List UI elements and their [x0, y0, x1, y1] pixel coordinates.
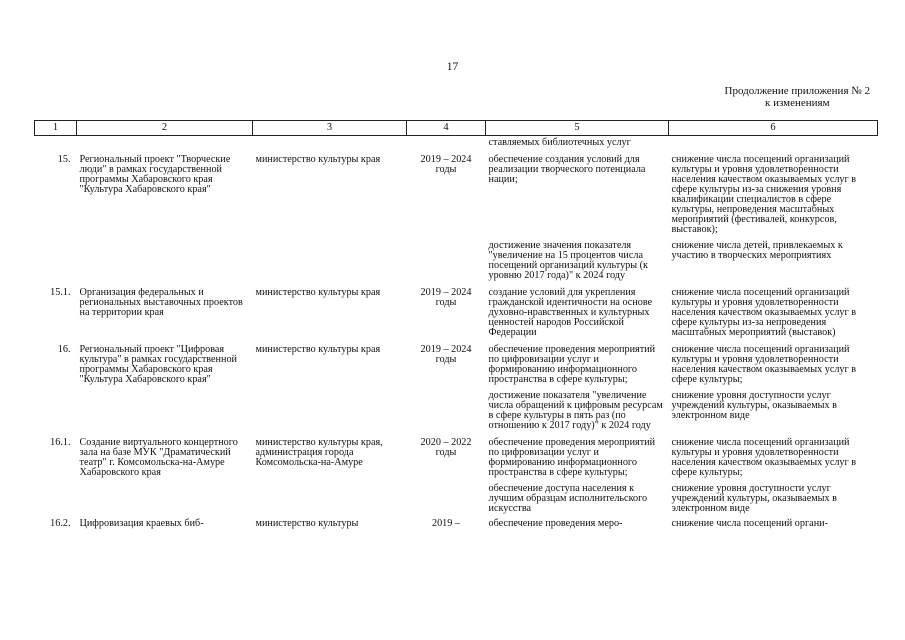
- appendix-line-2: к изменениям: [764, 97, 830, 109]
- cell-consequence: снижение числа посещений организаций культуры и уровня удовлетворенности населения качеством оказываемых услуг в сфере культуры;: [671, 437, 857, 478]
- cell-measure-name: Создание виртуального концертного зала на базе МУК "Драматический театр" г. Комсомольска-на-Амуре Хабаровского края: [79, 437, 238, 478]
- cell-years: 2019 –: [431, 518, 460, 529]
- cell-consequence: снижение числа посещений организаций культуры и уровня удовлетворенности населения качеством оказываемых услуг в сфере культуры из-за снижения уровня квалификации специалистов в сфере культуры, непроведения масштабных мероприятий (фестивалей, конкурсов, выставок);: [671, 154, 857, 235]
- cell-years: 2020 – 2022 годы: [420, 437, 472, 458]
- cell-executor: министерство культуры края: [255, 344, 381, 355]
- table-row: [35, 515, 878, 530]
- cell-consequence: снижение числа посещений организаций культуры и уровня удовлетворенности населения качеством оказываемых услуг в сфере культуры из-за непроведения масштабных мероприятий (выставок): [671, 287, 857, 338]
- cell-expected-result: обеспечение проведения мероприятий по цифровизации услуг и формированию информационного пространства в сфере культуры;: [488, 437, 656, 478]
- column-header-5: 5: [486, 121, 669, 136]
- cell-expected-result: обеспечение проведения мероприятий по цифровизации услуг и формированию информационного пространства в сфере культуры;: [488, 344, 656, 385]
- appendix-note: [725, 85, 870, 109]
- cell-years: 2019 – 2024 годы: [420, 344, 472, 365]
- table-row: [35, 432, 878, 479]
- cell-measure-name: Цифровизация краевых биб-: [79, 518, 204, 529]
- page-number: 17: [446, 61, 459, 73]
- cell-expected-result: создание условий для укрепления гражданской идентичности на основе духовно-нравственных и культурных ценностей народов Российской Федерации: [488, 287, 653, 338]
- cell-measure-name: Региональный проект "Творческие люди" в рамках государственной программы Хабаровского края "Культура Хабаровского края": [79, 154, 231, 195]
- table-row-carryover: [35, 136, 878, 150]
- cell-consequence: снижение числа детей, привлекаемых к участию в творческих мероприятиях: [671, 240, 843, 261]
- column-header-3: 3: [253, 121, 407, 136]
- column-header-row: [35, 121, 878, 136]
- table-row: [35, 236, 878, 282]
- cell-number: 15.1.: [50, 287, 71, 298]
- table-row: [35, 339, 878, 386]
- appendix-line-1: Продолжение приложения № 2: [724, 85, 870, 97]
- cell-measure-name: Региональный проект "Цифровая культура" в рамках государственной программы Хабаровского края "Культура Хабаровского края": [79, 344, 238, 385]
- cell-number: 15.: [57, 154, 71, 165]
- cell-executor: министерство культуры края: [255, 287, 381, 298]
- cell-consequence: снижение уровня доступности услуг учреждений культуры, оказываемых в электронном виде: [671, 390, 837, 421]
- cell-number: 16.2.: [50, 518, 71, 529]
- cell-executor: министерство культуры края, администрация города Комсомольска-на-Амуре: [255, 437, 383, 468]
- cell-consequence: снижение уровня доступности услуг учреждений культуры, оказываемых в электронном виде: [671, 483, 837, 514]
- cell-number: 16.: [57, 344, 71, 355]
- column-header-4: 4: [407, 121, 486, 136]
- column-header-1: 1: [35, 121, 77, 136]
- cell-expected-result: обеспечение создания условий для реализации творческого потенциала нации;: [488, 154, 646, 185]
- cell-measure-name: Организация федеральных и региональных выставочных проектов на территории края: [79, 287, 243, 318]
- cell-expected-result: обеспечение доступа населения к лучшим образцам исполнительского искусства: [488, 483, 648, 514]
- table-row: [35, 386, 878, 432]
- table-row: [35, 149, 878, 236]
- cell-expected-result: обеспечение проведения меро-: [488, 518, 623, 529]
- cell-consequence: снижение числа посещений организаций культуры и уровня удовлетворенности населения качеством оказываемых услуг в сфере культуры;: [671, 344, 857, 385]
- cell-number: 16.1.: [50, 437, 71, 448]
- cell-carryover-result: ставляемых библиотечных услуг: [488, 137, 631, 148]
- cell-executor: министерство культуры: [255, 518, 359, 529]
- cell-expected-result: достижение показателя "увеличение числа обращений к цифровым ресурсам в сфере культуры в пять раз (по отношению к 2017 году)" к 2024 году: [488, 390, 663, 431]
- table-row: [35, 479, 878, 515]
- cell-years: 2019 – 2024 годы: [420, 287, 472, 308]
- column-header-6: 6: [669, 121, 878, 136]
- column-header-2: 2: [77, 121, 253, 136]
- cell-executor: министерство культуры края: [255, 154, 381, 165]
- cell-expected-result: достижение значения показателя "увеличение на 15 процентов числа посещений организаций культуры (к уровню 2017 года)" к 2024 году: [488, 240, 649, 281]
- cell-consequence: снижение числа посещений органи-: [671, 518, 828, 529]
- cell-years: 2019 – 2024 годы: [420, 154, 472, 175]
- table-row: [35, 282, 878, 339]
- program-measures-table: [34, 120, 878, 530]
